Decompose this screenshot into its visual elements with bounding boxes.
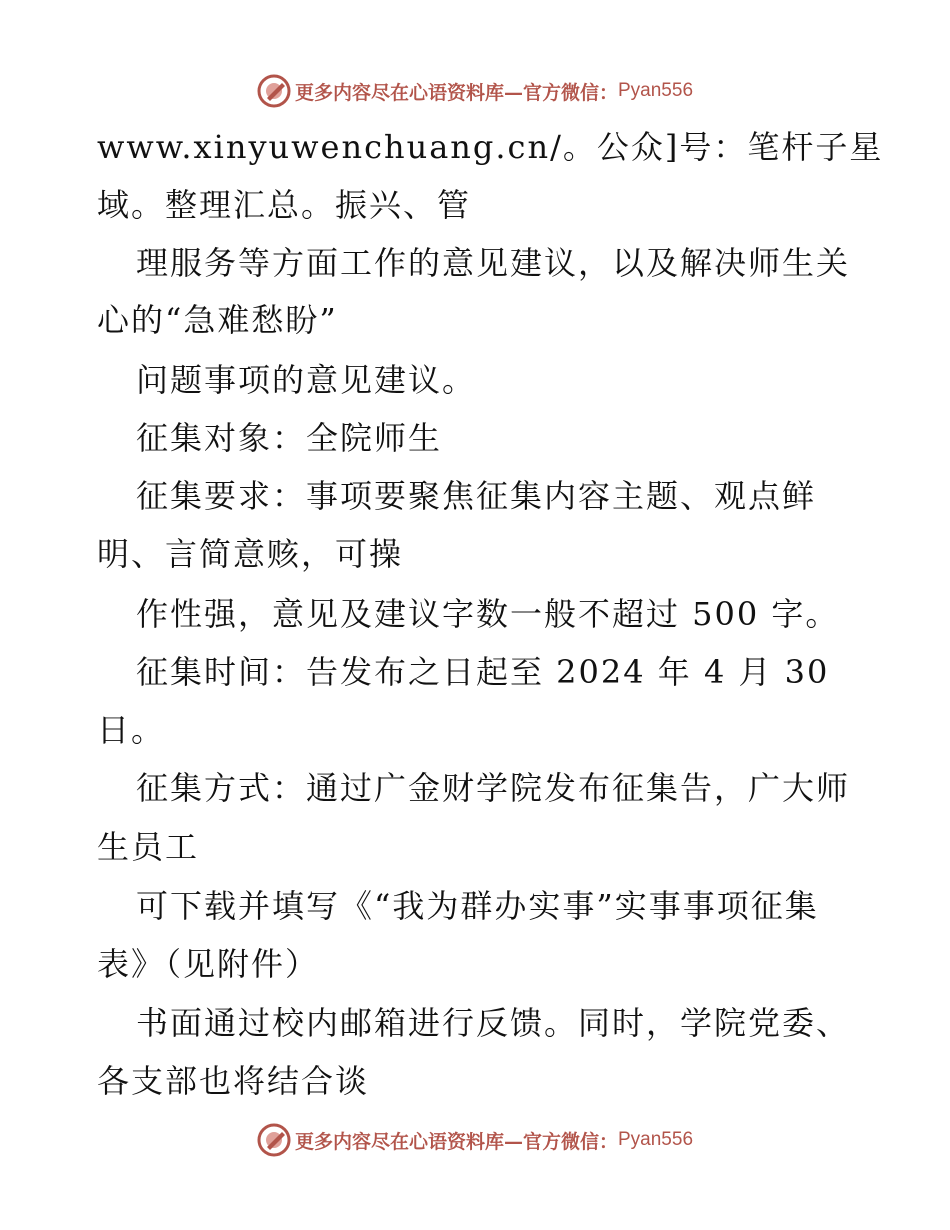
body-line: 心的“急难愁盼” <box>97 301 338 339</box>
logo-icon <box>257 1123 291 1157</box>
body-line: 日。 <box>97 711 166 749</box>
body-line: 书面通过校内邮箱进行反馈。同时，学院党委、 <box>136 1004 851 1042</box>
body-line: 问题事项的意见建议。 <box>136 361 477 399</box>
body-line: 各支部也将结合谈 <box>97 1062 370 1100</box>
body-line: 理服务等方面工作的意见建议，以及解决师生关 <box>136 244 851 282</box>
banner-text: 更多内容尽在心语资料库—官方微信： <box>294 1130 618 1153</box>
body-line: 可下载并填写《“我为群办实事”实事事项征集 <box>136 887 819 925</box>
body-line: 生员工 <box>97 828 200 866</box>
banner-contact: Pyan556 <box>618 80 694 101</box>
banner-contact: Pyan556 <box>618 1129 694 1150</box>
body-line: 域。整理汇总。振兴、管 <box>97 186 472 224</box>
banner-text: 更多内容尽在心语资料库—官方微信： <box>294 81 618 104</box>
body-line: 征集方式：通过广金财学院发布征集告，广大师 <box>136 769 851 807</box>
body-line: www.xinyuwenchuang.cn/。公众]号：笔杆子星 <box>97 128 884 166</box>
footer-banner <box>0 1120 950 1160</box>
logo-icon <box>257 74 291 108</box>
body-line: 明、言简意赅，可操 <box>97 535 404 573</box>
body-line: 表》（见附件） <box>97 945 320 983</box>
header-banner <box>0 71 950 111</box>
body-line: 征集时间：告发布之日起至 2024 年 4 月 30 <box>136 653 830 691</box>
body-line: 作性强，意见及建议字数一般不超过 500 字。 <box>136 595 840 633</box>
body-line: 征集要求：事项要聚焦征集内容主题、观点鲜 <box>136 477 817 515</box>
body-line: 征集对象：全院师生 <box>136 419 443 457</box>
